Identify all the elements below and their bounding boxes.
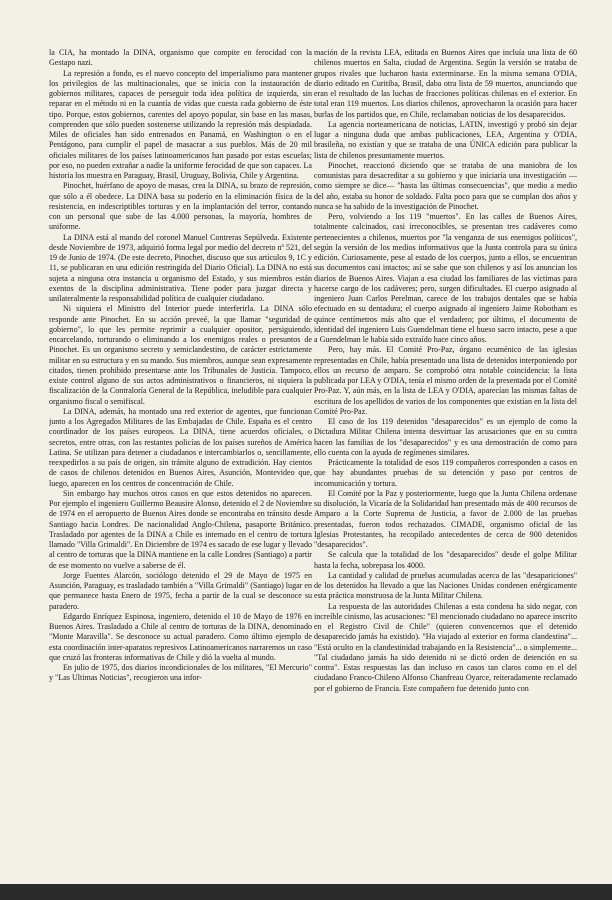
paragraph: La DINA está al mando del coronel Manuel Contreras Sepúlveda. Existente desde Noviembre de 1973, adquirió forma legal por medio del decreto nº 521, del 19 de Junio de 1974. (De este decreto, Pinochet, discuso que sus artículos 9, 1C y 11, se publicaran en una edición restringida del Diario Oficial). La DINA no está sujeta a ninguna otra instancia u organismo del Estado, y sus miembros están exentos de la disciplina administrativa. Tiene poder para juzgar directa y unilateralmente la responsabilidad política de cualquier ciudadano.	[49, 232, 312, 303]
paragraph: La cantidad y calidad de pruebas acumuladas acerca de las "desapariciones" de los detenidos ha llevado a que las Naciones Unidas condenen enérgicamente esta práctica monstruosa de la Junta Militar Chilena.	[314, 570, 577, 601]
paragraph: Prácticamente la totalidad de esos 119 compañeros corresponden a casos en que hay abundantes pruebas de su detención y paso por centros de incomunicación y tortura.	[314, 458, 577, 488]
paragraph: La agencia norteamericana de noticias, LATIN, investigó y probó sin dejar lugar a ninguna duda que ambas publicaciones, LEA, Argentina y O'DIA, brasileña, no existían y que se trataba de una ÚNICA edición para publicar la lista de chilenos presuntamente muertos.	[314, 119, 577, 160]
paragraph: Jorge Fuentes Alarcón, sociólogo detenido el 29 de Mayo de 1975 en Asunción, Paraguay, es trasladado también a "Villa Grimaldi" (Santiago) lugar en que permanece hasta Enero de 1975, fecha a partir de la cual se desconoce su paradero.	[49, 570, 312, 611]
paragraph: Pinochet, huérfano de apoyo de masas, crea la DINA, su brazo de represión, que sólo a él obedece. La DINA basa su poderío en la eliminación física de la resistencia, en indescriptibles torturas y en la implantación del terror, contando con un personal que sube de las 4.000 personas, la mayoría, hombres de uniforme.	[49, 181, 312, 232]
paragraph: La respuesta de las autoridades Chilenas a esta condena ha sido negar, con increíble cinismo, las acusaciones: "El mencionado ciudadano no aparece inscrito en el Registro Civil de Chile" (quieren convencernos que el detenido desaparecido jamás ha existido). "Ha viajado al exterior en forma clandestina"... "Está oculto en la clandestinidad trabajando en la Resistencia"... o simplemente... "Tal ciudadano jamás ha sido detenido ni se dictó orden de detención en su contra". Estas respuestas las dan incluso en casos tan claros como en el del ciudadano Franco-Chileno Alfonso Chanfreau Oyarce, reiteradamente reclamado por el gobierno de Francia. Este compañero fue detenido junto con	[314, 601, 577, 693]
paragraph: Ni siquiera el Ministro del Interior puede interferirla. La DINA sólo responde ante Pinochet. En su acción preveé, la que llamar "seguridad de gobierno", lo que les permite reprimir a cualquier opositor, persiguiendo, encarcelando, torturando o eliminando a los enemigos reales o presuntos de Pinochet. Es un organismo secreto y semiclandestino, de carácter estrictamente militar en su estructura y en su mando. Sus miembros, aunque sean expresamente citados, tienen prohibido presentarse ante los Tribunales de Justicia. Tampoco, existe control alguno de sus actos administrativos o financieros, ni siquiera la fiscalización de la Contraloría General de la República, ineludible para cualquier organismo fiscal o semifiscal.	[49, 304, 312, 406]
paragraph: Edgardo Enríquez Espinosa, ingeniero, detenido el 10 de Mayo de 1976 en Buenos Aires. Trasladado a Chile al centro de torturas de la DINA, denominado "Monte Maravilla". Se desconoce su actual paradero. Como último ejemplo de esta coordinación inter-aparatos represivos Latinoamericanos narraremos un caso que cruzó las fronteras informativas de Chile y dió la vuelta al mundo.	[49, 611, 312, 662]
paragraph: Pero, volviendo a los 119 "muertos". En las calles de Buenos Aires, totalmente calcinados, casi irreconocibles, se presentan tres cadáveres como pertenecientes a chilenos, muertos por "la venganza de sus enemigos políticos", según la versión de los medios informativos que la Junta controla para su única edición. Curiosamente, pese al estado de los cuerpos, junto a ellos, se encuentran sus documentos casi intactos; así se sabe que son chilenos y así los anuncian los diarios de Buenos Aires. Viajan a esa ciudad los familiares de las víctimas para hacerse cargo de los cadáveres; pero, surgen dificultades. El cuerpo asignado al ingeniero Juan Carlos Perelman, carece de los trabajos dentales que se había efectuado en su dentadura; el cuerpo asignado al ingeniero Jaime Robotham es quince centímetros más alto que el verdadero; por último, el documento de identidad del ingeniero Luis Guendelman tiene el hueso sacro intacto, pese a que a Guendelman le había sido extraído hace cinco años.	[314, 212, 577, 344]
paragraph: Pinochet, reaccionó diciendo que se trataba de una maniobra de los comunistas para desacreditar a su gobierno y que iniciaría una investigación —como siempre se dice— "hasta las últimas consecuencias", que medio a medio del año, estaba su honor de soldado. Falta poco para que se cumplan dos años y nunca se ha sabido de la investigación de Pinochet.	[314, 160, 577, 211]
paragraph: mación de la revista LEA, editada en Buenos Aires que incluía una lista de 60 chilenos muertos en Salta, ciudad de Argentina. Según la versión se trataba de grupos rivales que lucharon hasta exterminarse. En la misma semana O'DIA, diario editado en Curitiba, Brasil, daba otra lista de 59 muertos, anunciando que eran el resultado de las luchas de fracciones políticas chilenas en el exterior. En total eran 119 muertos. Los diarios chilenos, aprovecharon la ocasión para hacer burlas de los partidos que, en Chile, reclamaban noticias de los desaparecidos.	[314, 48, 577, 119]
paragraph: El caso de los 119 detenidos "desaparecidos" es un ejemplo de como la Dictadura Militar Chilena intenta desvirtuar las acusaciones que en su contra hacen las familias de los "desaparecidos" y es una demostración de como para ello cuenta con la ayuda de regímenes similares.	[314, 417, 577, 457]
right-column	[314, 48, 577, 878]
paragraph: Se calcula que la totalidad de los "desaparecidos" desde el golpe Militar hasta la fecha, sobrepasa los 4000.	[314, 550, 577, 570]
paragraph: La represión a fondo, es el nuevo concepto del imperialismo para mantener los privilegios de las multinacionales, que se inicia con la instauración de gobiernos militares, capaces de perseguir toda idea política de izquierda, sin reparar en el método ni en la cuantía de vidas que cuesta cada gobierno de éste tipo. Porque, estos gobiernos, carentes del apoyo popular, sin base en las masas, comprenden que sólo pueden sostenerse utilizando la represión más despiadada. Miles de oficiales han sido entrenados en Panamá, en Washington o en el Pentágono, para cumplir el papel de masacrar a sus pueblos. Más de 20 mil oficiales militares de los países latinoamericanos han pasado por estas escuelas; por eso, no pueden extrañar a nadie la uniforme ferocidad de que son capaces. La historia los muestra en Paraguay, Brasil, Uruguay, Bolivia, Chile y Argentina.	[49, 68, 312, 180]
paragraph: Pero, hay más. El Comité Pro-Paz, órgano ecuménico de las iglesias representadas en Chile, había presentado una lista de detenidos interponiendo por ellos un recurso de amparo. Se comprobó otra notable coincidencia: la lista publicada por LEA y O'DIA, tenía el mismo orden de la presentada por el Comité Pro-Paz. Y, aún más, en la lista de LEA y O'DIA, aparecían las mismas faltas de escritura de los apellidos de varios de los componentes que existían en la lista del Comité Pro-Paz.	[314, 345, 577, 416]
bottom-scan-border	[0, 884, 612, 900]
paragraph: la CIA, ha montado la DINA, organismo que compite en ferocidad con la Gestapo nazi.	[49, 48, 312, 68]
left-column	[49, 48, 312, 878]
paragraph: En julio de 1975, dos diarios incondicionales de los militares, "El Mercurio" y "Las Ultimas Noticias", recogieron una infor-	[49, 663, 312, 683]
paragraph: Sin embargo hay muchos otros casos en que estos detenidos no aparecen. Por ejemplo el ingeniero Guillermo Beausire Alonso, detenido el 2 de Noviembre de 1974 en el aeropuerto de Buenos Aires donde se encontraba en tránsito desde Santiago hacia Londres. De nacionalidad Anglo-Chilena, pasaporte Británico. Trasladado por agentes de la DINA a Chile es internado en el centro de tortura llamado "Villa Grimaldi". En Diciembre de 1974 es sacado de ese lugar y llevado al centro de torturas que la DINA mantiene en la calle Londres (Santiago) a partir de ese momento no vuelve a saberse de él.	[49, 488, 312, 570]
paragraph: El Comité por la Paz y posteriormente, luego que la Junta Chilena ordenase su disolución, la Vicaría de la Solidaridad han presentado más de 400 recursos de Amparo a la Corte Suprema de Justicia, a favor de 2.000 de las pruebas presentadas, fueron todos rechazados. CIMADE, organismo oficial de las Iglesias Protestantes, ha recopilado antecedentes de cerca de 900 detenidos "desaparecidos".	[314, 488, 577, 549]
paragraph: La DINA, además, ha montado una red exterior de agentes, que funcionan junto a los Agregados Militares de las Embajadas de Chile. España es el centro coordinador de los países europeos. La DINA, tiene acuerdos oficiales, o secretos, entre otras, con las restantes policías de los países sureños de América Latina. Se utilizan para detener a ciudadanos e intercambiarlos o, sencillamente, reexpedirlos a su país de origen, sin trámite alguno de extradición. Hay cientos de casos de chilenos detenidos en Buenos Aires, Asunción, Montevideo que, luego, aparecen en los centros de concentración de Chile.	[49, 406, 312, 488]
